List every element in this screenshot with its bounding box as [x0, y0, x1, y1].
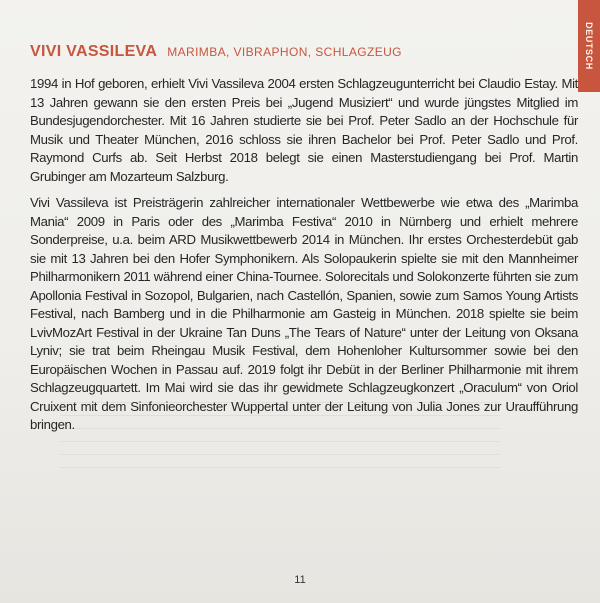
language-tab	[578, 0, 600, 92]
artist-instruments: MARIMBA, VIBRAPHON, SCHLAGZEUG	[167, 45, 402, 59]
biography-paragraph-2: Vivi Vassileva ist Preisträgerin zahlreicher internationaler Wettbewerbe wie etwa des „Marimba Mania“ 2009 in Paris oder des „Marimba Festiva“ 2010 in Nürnberg und erhielt mehrere Sonderpreise, u.a. beim ARD Musikwettbewerb 2014 in München. Ihr erstes Orchesterdebüt gab sie mit 13 Jahren bei den Hofer Symphonikern. Als Solopaukerin spielte sie mit den Mannheimer Philharmonikern 2011 während einer China-Tournee. Solorecitals und Solokonzerte führten sie zum Apollonia Festival in Sozopol, Bulgarien, nach Castellón, Spanien, sowie zum Samos Young Artists Festival, nach Bamberg und in die Philharmonie am Gasteig in München. 2018 spielte sie beim LvivMozArt Festival in der Ukraine Tan Duns „The Tears of Nature“ unter der Leitung von Oksana Lyniv; sie trat beim Rheingau Musik Festival, dem Hohenloher Kultursommer sowie bei den Europäischen Wochen in Passau auf. 2019 folgt ihr Debüt in der Berliner Philharmonie mit ihrem Schlagzeugquartett. Im Mai wird sie das ihr gewidmete Schlagzeugkonzert „Oraculum“ von Oriol Cruixent mit dem Sinfonieorchester Wuppertal unter der Leitung von Julia Jones zur Uraufführung bringen.	[30, 195, 578, 432]
artist-heading	[30, 42, 402, 62]
language-tab-label: DEUTSCH	[584, 22, 595, 70]
page-number: 11	[294, 574, 306, 586]
artist-name: VIVI VASSILEVA	[30, 43, 158, 60]
show-through-text	[60, 402, 500, 472]
biography-paragraph-1: 1994 in Hof geboren, erhielt Vivi Vassileva 2004 ersten Schlagzeugunterricht bei Claudio Estay. Mit 13 Jahren gewann sie den ersten Preis bei „Jugend Musiziert“ und wurde jüngstes Mitglied im Bundesjugendorchester. Mit 16 Jahren studierte sie bei Prof. Peter Sadlo an der Hochschule für Musik und Theater München, 2016 schloss sie ihren Bachelor bei Prof. Peter Sadlo und Prof. Raymond Curfs ab. Seit Herbst 2018 belegt sie einen Masterstudiengang bei Prof. Martin Grubinger am Mozarteum Salzburg.	[30, 76, 578, 184]
